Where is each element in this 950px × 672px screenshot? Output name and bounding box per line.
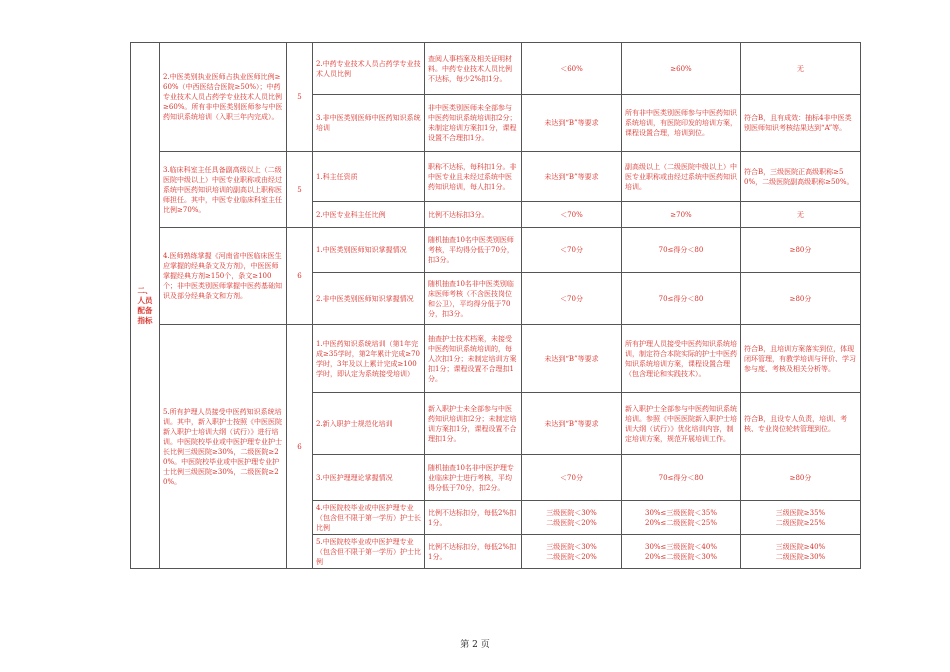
grade-b-cell: 副高级以上（二级医院中级以上）中医专业职称或由经过系统中医药知识培训。: [622, 152, 741, 202]
method-cell: 随机抽查10名中医类别医师考核，平均得分低于70分，扣3分。: [425, 228, 522, 273]
method-cell: 比例不达标扣分，每低2%扣1分。: [425, 501, 522, 535]
item-cell: 2.新入职护士规范化培训: [313, 393, 425, 455]
method-cell: 新入职护士未全部参与中医药知识培训扣2分；未制定培训方案扣1分，课程设置不合理扣1分。: [425, 393, 522, 455]
item-cell: 5.中医院校毕业或中医护理专业（包含但不限于第一学历）护士比例: [313, 535, 425, 569]
grade-c-cell: ＜70分: [522, 228, 622, 273]
page-number: 第 2 页: [460, 640, 490, 650]
grade-b-cell: 所有非中医类别医师参与中医药知识系统培训，有医院印发的培训方案，课程设置合理，培训到位。: [622, 95, 741, 152]
item-cell: 2.中药专业技术人员占药学专业技术人员比例: [313, 43, 425, 95]
item-cell: 3.中医护理理论掌握情况: [313, 455, 425, 501]
table-row: [131, 228, 861, 273]
method-cell: 职称不达标，每科扣1分。非中医专业且未经过系统中医药知识培训，每人扣1分。: [425, 152, 522, 202]
criteria-table: [130, 42, 861, 569]
item-cell: 3.非中医类别医师中医药知识系统培训: [313, 95, 425, 152]
table-row: [131, 43, 861, 95]
grade-a-cell: 三级医院≥40% 二级医院≥30%: [741, 535, 861, 569]
grade-b-cell: 30%≤三级医院＜35% 20%≤二级医院＜25%: [622, 501, 741, 535]
score-cell: 6: [287, 325, 313, 569]
item-cell: 1.中医药知识系统培训（第1年完成≥35学时，第2年累计完成≥70学时，3年及以上累计完成≥100学时，即认定为系统接受培训）: [313, 325, 425, 393]
item-cell: 4.中医院校毕业或中医护理专业（包含但不限于第一学历）护士长比例: [313, 501, 425, 535]
item-cell: 1.中医类别医师知识掌握情况: [313, 228, 425, 273]
grade-b-cell: 所有护理人员接受中医药知识系统培训，制定符合本院实际的护士中医药知识系统培训方案，课程设置合理（包含理论和实践技术）。: [622, 325, 741, 393]
grade-a-cell: 三级医院≥35% 二级医院≥25%: [741, 501, 861, 535]
method-cell: 非中医类别医师未全部参与中医药知识系统培训扣2分；未制定培训方案扣1分，课程设置不合理扣1分。: [425, 95, 522, 152]
score-cell: 5: [287, 43, 313, 152]
grade-c-cell: 未达到“B”等要求: [522, 325, 622, 393]
grade-a-cell: 无: [741, 43, 861, 95]
grade-a-cell: ≥80分: [741, 228, 861, 273]
grade-b-cell: ≥70%: [622, 202, 741, 228]
table-row: [131, 325, 861, 393]
item-cell: 2.非中医类别医师知识掌握情况: [313, 273, 425, 325]
grade-c-cell: ＜70%: [522, 202, 622, 228]
score-cell: 5: [287, 152, 313, 228]
grade-a-cell: 符合B，三级医院正高级职称≥50%，二级医院副高级职称≥50%。: [741, 152, 861, 202]
method-cell: 随机抽查10名非中医类别临床医师考核（不含医技岗位和公卫），平均得分低于70分，扣3分。: [425, 273, 522, 325]
grade-a-cell: 符合B，且培训方案落实到位，体现闭环管理，有教学培训与评价、学习参与度、考核及相关分析等。: [741, 325, 861, 393]
requirement-cell: 3.临床科室主任具备副高级以上（二级医院中级以上）中医专业职称或由经过系统中医药知识培训的副高以上职称医师担任。其中，中医专业临床科室主任比例≥70%。: [160, 152, 287, 228]
grade-a-cell: ≥80分: [741, 455, 861, 501]
grade-b-cell: ≥60%: [622, 43, 741, 95]
grade-a-cell: 无: [741, 202, 861, 228]
grade-c-cell: ＜70分: [522, 273, 622, 325]
grade-b-cell: 70≤得分＜80: [622, 455, 741, 501]
grade-c-cell: ＜70分: [522, 455, 622, 501]
requirement-cell: 4.医师熟练掌握《河南省中医临床医生应掌握的经典条文及方剂》，中医医师掌握经典方剂≥150个，条文≥100个；非中医类别医师掌握中医药基础知识及部分经典条文和方剂。: [160, 228, 287, 325]
grade-c-cell: 三级医院＜30% 二级医院＜20%: [522, 535, 622, 569]
method-cell: 抽查护士技术档案，未接受中医药知识系统培训的，每人次扣1分；未制定培训方案扣1分；课程设置不合理扣1分。: [425, 325, 522, 393]
method-cell: 随机抽查10名非中医护理专业临床护士进行考核，平均得分低于70分，扣2分。: [425, 455, 522, 501]
grade-b-cell: 70≤得分＜80: [622, 273, 741, 325]
requirement-cell: 5.所有护理人员接受中医药知识系统培训。其中，新入职护士按照《中医医院新入职护士培训大纲（试行）》进行培训。中医院校毕业或中医护理专业护士长比例三级医院≥30%，二级医院≥20%。中医院校毕业或中医护理专业护士比例三级医院≥30%，二级医院≥20%。: [160, 325, 287, 569]
item-cell: 2.中医专业科主任比例: [313, 202, 425, 228]
method-cell: 比例不达标扣分，每低2%扣1分。: [425, 535, 522, 569]
grade-b-cell: 新入职护士全部参与中医药知识系统培训。参照《中医医院新入职护士培训大纲（试行）》优化培训内容，制定培训方案，规范开展培训工作。: [622, 393, 741, 455]
grade-a-cell: 符合B，且有成效：抽标4非中医类别医师知识考核结果达到“A”等。: [741, 95, 861, 152]
grade-c-cell: 未达到“B”等要求: [522, 393, 622, 455]
grade-c-cell: 未达到“B”等要求: [522, 152, 622, 202]
grade-c-cell: 未达到“B”等要求: [522, 95, 622, 152]
method-cell: 比例不达标扣3分。: [425, 202, 522, 228]
method-cell: 查阅人事档案及相关证明材料。中药专业技术人员比例不达标，每少2%扣1分。: [425, 43, 522, 95]
category-cell: 二、人员配备指标: [131, 43, 160, 569]
requirement-cell: 2.中医类别执业医师占执业医师比例≥60%（中西医结合医院≥50%）；中药专业技术人员占药学专业技术人员比例≥60%。所有非中医类别医师参与中医药知识系统培训（入职三年内完成）。: [160, 43, 287, 152]
grade-c-cell: 三级医院＜30% 二级医院＜20%: [522, 501, 622, 535]
table-row: [131, 152, 861, 202]
grade-a-cell: ≥80分: [741, 273, 861, 325]
grade-b-cell: 30%≤三级医院＜40% 20%≤二级医院＜30%: [622, 535, 741, 569]
score-cell: 6: [287, 228, 313, 325]
item-cell: 1.科主任资质: [313, 152, 425, 202]
grade-c-cell: ＜60%: [522, 43, 622, 95]
grade-a-cell: 符合B，且设专人负责，培训、考核、专业岗位轮转管理到位。: [741, 393, 861, 455]
grade-b-cell: 70≤得分＜80: [622, 228, 741, 273]
